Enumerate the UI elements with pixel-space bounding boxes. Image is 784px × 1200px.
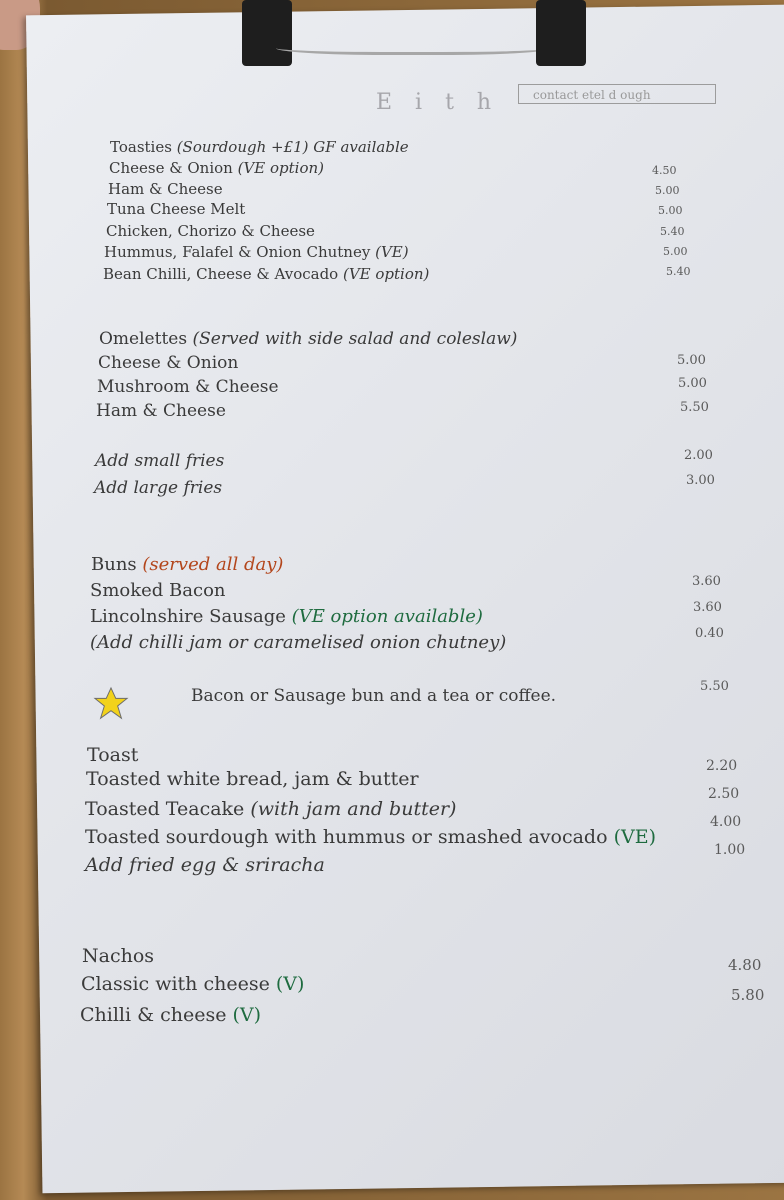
item-price: 3.60	[693, 600, 722, 615]
nachos-heading: Nachos	[82, 945, 155, 967]
menu-item	[90, 580, 226, 601]
item-name: Toasted white bread, jam & butter	[86, 768, 419, 790]
item-name: Toasted Teacake	[85, 798, 245, 820]
item-price: 5.00	[677, 353, 706, 368]
item-price: 4.80	[728, 956, 762, 974]
omelettes-heading	[99, 329, 517, 349]
menu-item	[103, 265, 429, 283]
menu-item	[107, 200, 245, 218]
menu-item	[109, 159, 324, 177]
item-price: 3.60	[692, 574, 721, 589]
menu-item: Add fried egg & sriracha	[85, 854, 325, 876]
menu-item	[85, 798, 456, 820]
item-name: Chilli & cheese	[80, 1004, 227, 1026]
item-note: (VE)	[613, 826, 656, 848]
item-name: Cheese & Onion	[98, 353, 239, 373]
toasties-heading-note: (Sourdough +£1) GF available	[176, 138, 409, 156]
item-price: 5.00	[663, 245, 688, 258]
toasties-heading	[110, 138, 409, 156]
item-note: (V)	[275, 973, 305, 995]
menu-extra: Add large fries	[94, 478, 223, 498]
buns-heading	[91, 554, 283, 575]
item-name: Ham & Cheese	[108, 180, 223, 198]
item-name: Cheese & Onion	[109, 159, 233, 177]
item-price: 2.50	[708, 786, 740, 802]
menu-item	[108, 180, 223, 198]
item-price: 5.00	[678, 376, 707, 391]
item-price: 3.00	[686, 473, 715, 488]
item-price: 5.40	[660, 225, 685, 238]
item-price: 5.80	[731, 986, 765, 1004]
menu-item	[104, 243, 409, 261]
item-price: 5.40	[666, 265, 691, 278]
clip-wire	[276, 38, 552, 55]
item-note: (with jam and butter)	[250, 798, 457, 820]
menu-item: (Add chilli jam or caramelised onion chutney)	[90, 632, 507, 653]
item-price: 5.00	[655, 184, 680, 197]
toasties-heading-label: Toasties	[110, 138, 172, 156]
item-name: Bean Chilli, Cheese & Avocado	[103, 265, 339, 283]
item-price: 0.40	[695, 626, 724, 641]
item-price: 2.20	[706, 758, 738, 774]
item-note: (VE option)	[342, 265, 430, 283]
item-price: 1.00	[714, 842, 746, 858]
menu-item	[80, 1004, 261, 1026]
clip-post-left	[242, 0, 292, 66]
buns-heading-label: Buns	[91, 554, 137, 575]
menu-item	[96, 401, 226, 421]
omelettes-heading-label: Omelettes	[99, 329, 188, 349]
item-name: Ham & Cheese	[96, 401, 226, 421]
item-price: 5.50	[680, 400, 709, 415]
item-price: 4.00	[710, 814, 742, 830]
menu-item	[98, 353, 238, 373]
toast-heading: Toast	[87, 744, 139, 766]
item-note: (VE option)	[237, 159, 324, 177]
item-price: 4.50	[652, 164, 677, 177]
menu-item	[81, 973, 304, 995]
item-price: 5.00	[658, 204, 683, 217]
item-name: Mushroom & Cheese	[97, 377, 279, 397]
menu-extra: Add small fries	[95, 451, 225, 471]
item-name: Classic with cheese	[81, 973, 270, 995]
cafe-name: E i t h	[376, 90, 500, 115]
item-name: Toasted sourdough with hummus or smashed avocado	[85, 826, 608, 848]
item-name: Hummus, Falafel & Onion Chutney	[104, 243, 371, 261]
item-price: 2.00	[684, 448, 713, 463]
menu-item	[85, 826, 656, 848]
menu-item	[90, 606, 483, 627]
menu-item	[97, 377, 279, 397]
contact-box: contact etel d ough	[518, 84, 716, 104]
buns-heading-note: (served all day)	[142, 554, 284, 575]
item-name: Chicken, Chorizo & Cheese	[106, 222, 315, 240]
deal-text: Bacon or Sausage bun and a tea or coffee.	[191, 686, 557, 706]
item-name: Lincolnshire Sausage	[90, 606, 286, 627]
omelettes-heading-note: (Served with side salad and coleslaw)	[192, 329, 518, 349]
menu-item	[86, 768, 419, 790]
item-name: Smoked Bacon	[90, 580, 226, 601]
star-icon	[92, 686, 130, 724]
deal-price: 5.50	[700, 679, 729, 694]
clipboard-clip	[236, 0, 592, 72]
item-note: (V)	[232, 1004, 262, 1026]
item-note: (VE)	[375, 243, 409, 261]
menu-item	[106, 222, 315, 240]
clip-post-right	[536, 0, 586, 66]
item-note: (VE option available)	[291, 606, 483, 627]
item-name: Tuna Cheese Melt	[107, 200, 246, 218]
